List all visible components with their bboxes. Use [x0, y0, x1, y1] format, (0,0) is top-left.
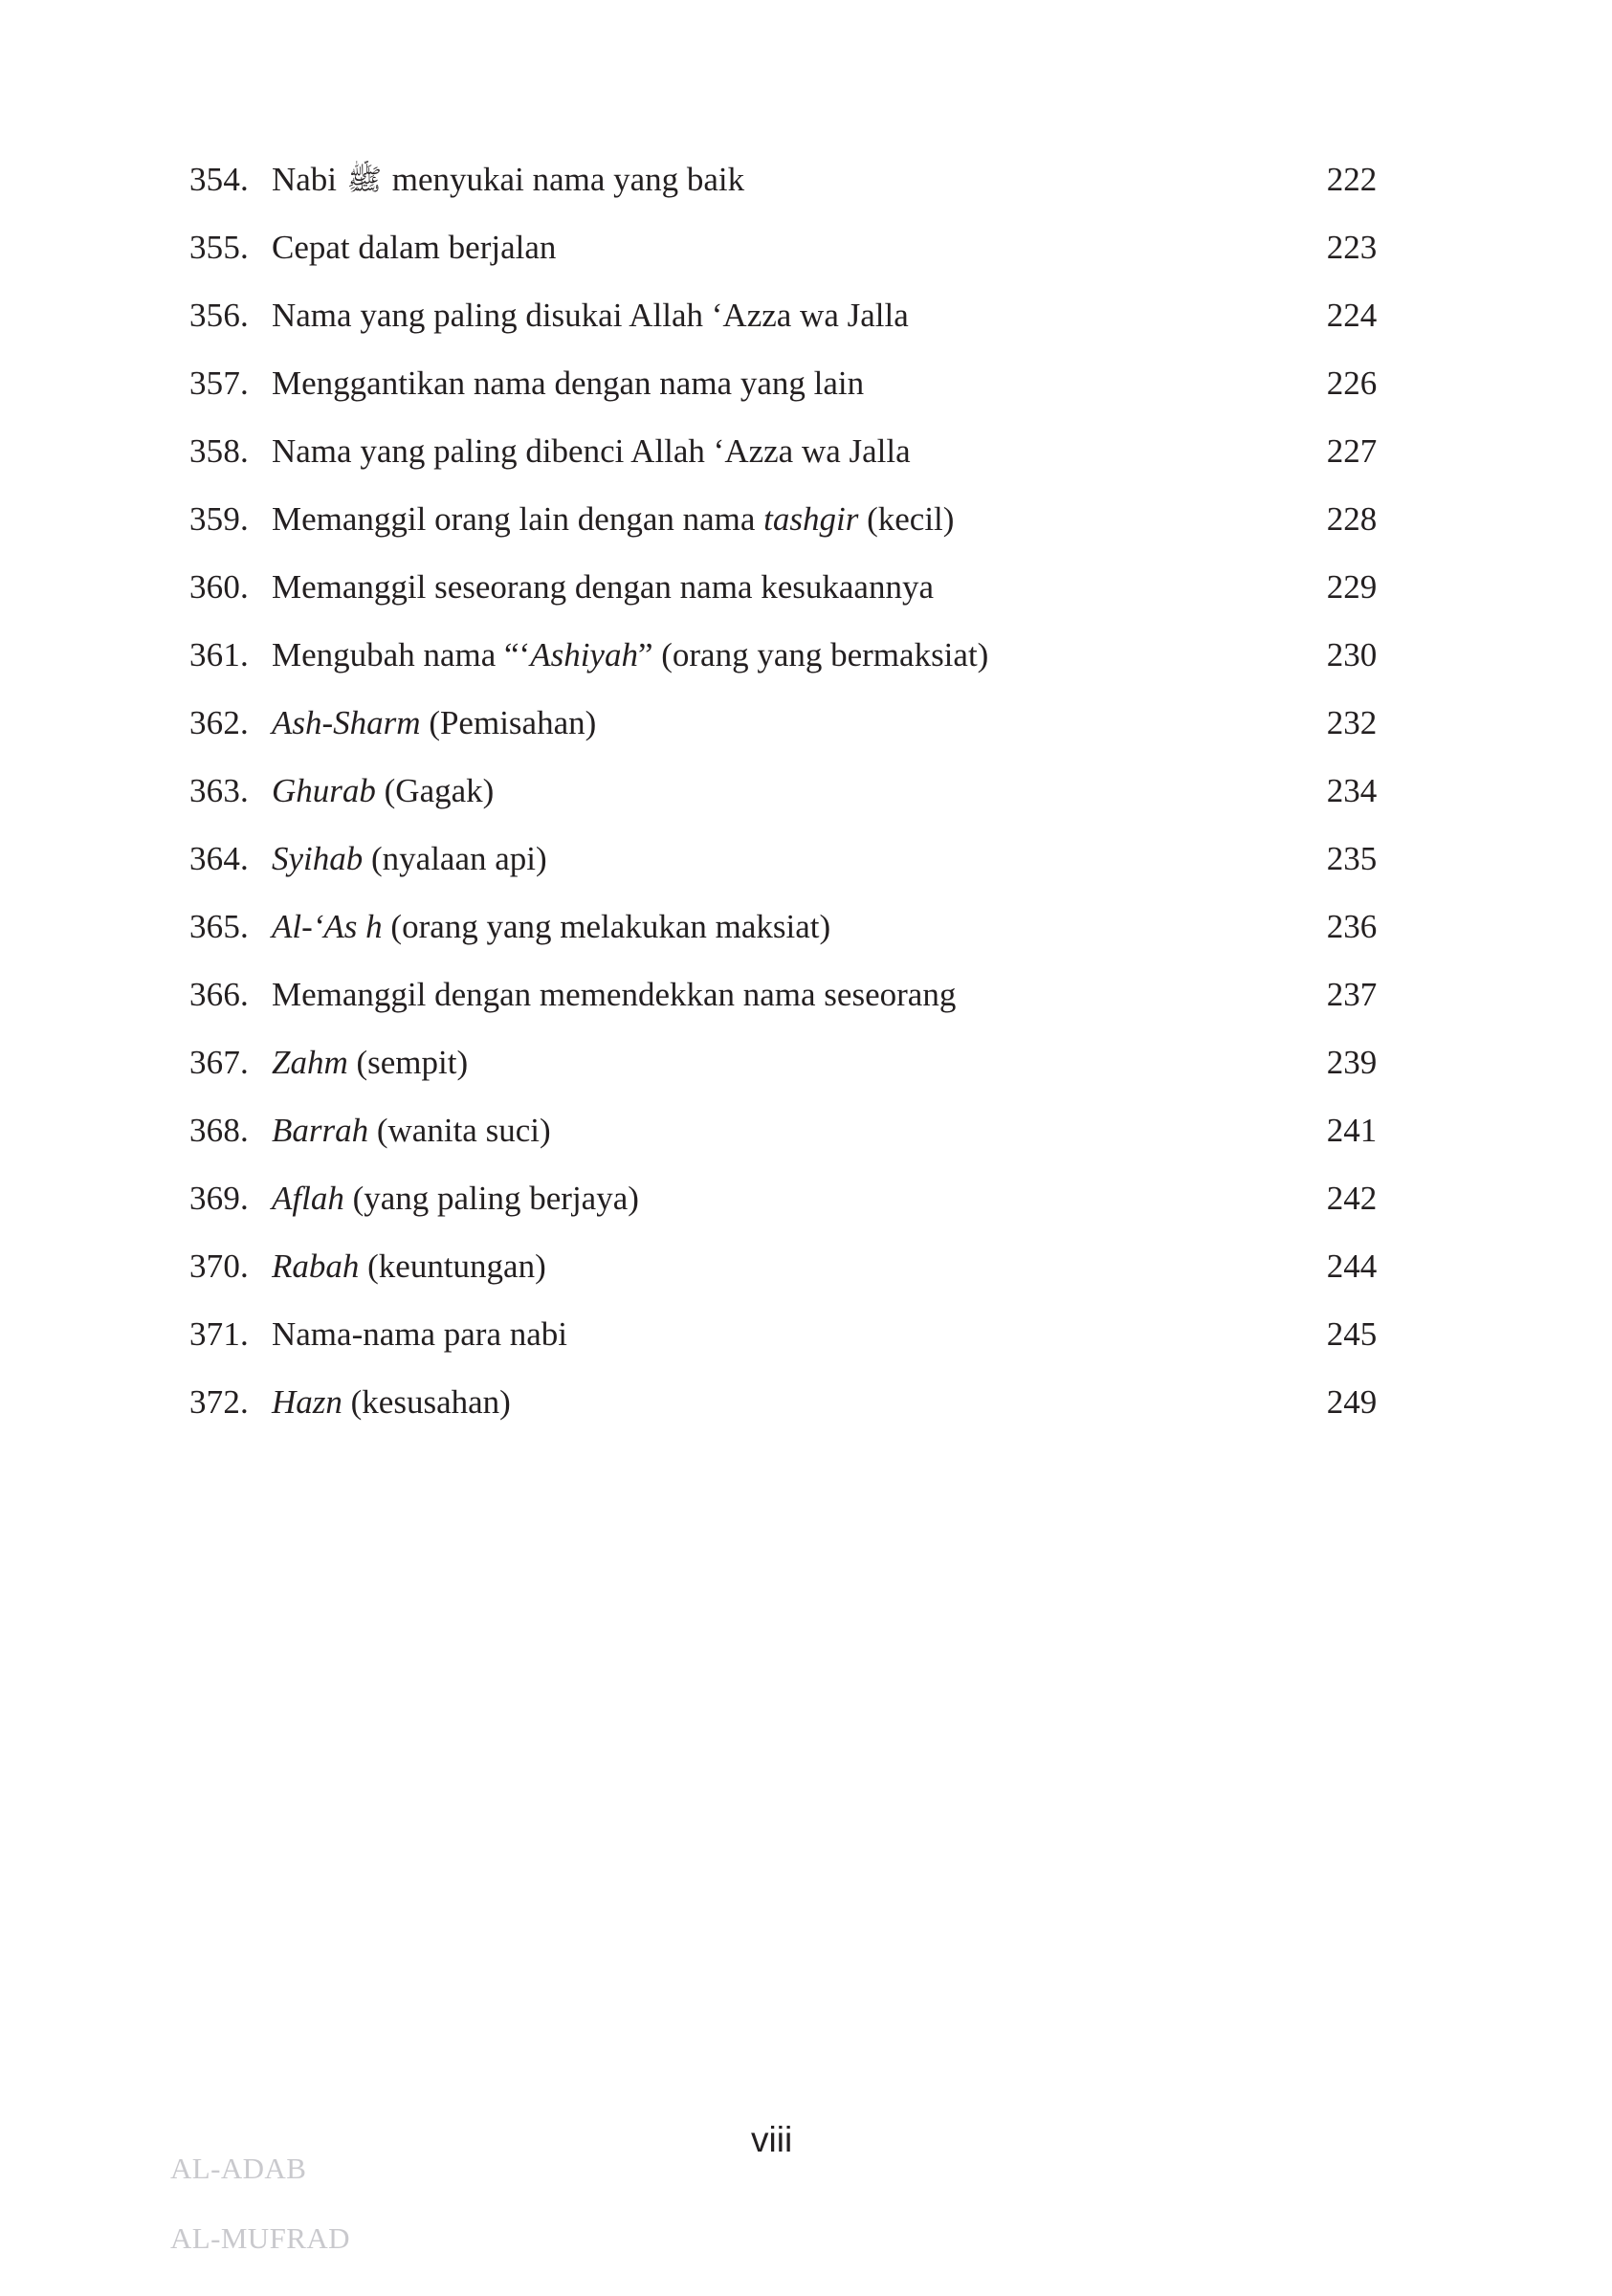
- toc-title-term: Hazn: [272, 1383, 342, 1421]
- toc-title-gloss: (yang paling berjaya): [343, 1180, 639, 1217]
- toc-entry-number: 365.: [188, 908, 249, 945]
- toc-entry-page[interactable]: 234: [1326, 772, 1378, 809]
- toc-title-text: Nama yang paling dibenci Allah ‘Azza wa Jalla: [272, 432, 911, 470]
- toc-title-gloss: ” (orang yang bermaksiat): [637, 636, 989, 673]
- toc-entry-title: [249, 772, 1280, 810]
- toc-title-term: Ash-Sharm: [272, 704, 421, 741]
- toc-title-term: Syihab: [272, 840, 364, 877]
- toc-entry-number: 354.: [188, 161, 249, 198]
- toc-entry-page[interactable]: 223: [1326, 229, 1378, 266]
- toc-entry-number: 370.: [188, 1247, 249, 1285]
- toc-title-text: Nama-nama para nabi: [272, 1315, 568, 1353]
- toc-entry[interactable]: [161, 1180, 1424, 1247]
- toc-title-text: Mengubah nama “‘: [272, 636, 531, 673]
- toc-entry[interactable]: [161, 161, 1424, 229]
- toc-title-term: Aflah: [272, 1180, 344, 1217]
- toc-title-gloss: (Pemisahan): [420, 704, 597, 741]
- toc-entry[interactable]: [161, 908, 1424, 976]
- toc-title-text: Nama yang paling disukai Allah ‘Azza wa Jalla: [272, 297, 909, 334]
- toc-title-gloss: (kecil): [858, 500, 955, 538]
- toc-entry[interactable]: [161, 1383, 1424, 1451]
- toc-entry[interactable]: [161, 229, 1424, 297]
- toc-title-term: Ghurab: [272, 772, 376, 809]
- toc-title-gloss: (sempit): [347, 1044, 469, 1081]
- toc-entry-page[interactable]: 236: [1326, 908, 1378, 945]
- toc-entry-title: [249, 297, 1280, 335]
- watermark-line-1: AL-ADAB: [170, 2151, 307, 2185]
- toc-entry-title: [249, 1315, 1280, 1354]
- toc-entry[interactable]: [161, 772, 1424, 840]
- toc-entry-title: [249, 1383, 1280, 1422]
- table-of-contents: [161, 161, 1424, 1451]
- watermark-line-2: AL-MUFRAD: [170, 2220, 350, 2255]
- salutation-glyph-icon: ﷺ: [346, 165, 383, 196]
- toc-entry-page[interactable]: 239: [1326, 1044, 1378, 1081]
- toc-entry-page[interactable]: 241: [1326, 1112, 1378, 1149]
- toc-entry-title: [249, 976, 1280, 1014]
- toc-entry-page[interactable]: 222: [1326, 161, 1378, 198]
- page-number: viii: [751, 2120, 793, 2159]
- toc-entry[interactable]: [161, 297, 1424, 364]
- toc-entry[interactable]: [161, 1315, 1424, 1383]
- toc-entry-page[interactable]: 227: [1326, 432, 1378, 470]
- toc-entry[interactable]: [161, 1044, 1424, 1112]
- toc-entry-number: 366.: [188, 976, 249, 1013]
- toc-title-text: Memanggil orang lain dengan nama: [272, 500, 764, 538]
- toc-entry[interactable]: [161, 432, 1424, 500]
- toc-entry[interactable]: [161, 364, 1424, 432]
- toc-entry[interactable]: [161, 1247, 1424, 1315]
- toc-title-gloss: (keuntungan): [359, 1247, 546, 1285]
- toc-entry-number: 356.: [188, 297, 249, 334]
- toc-entry-title: [249, 364, 1280, 403]
- toc-entry-title: [249, 908, 1280, 946]
- toc-entry-page[interactable]: 224: [1326, 297, 1378, 334]
- toc-entry-title: [249, 636, 1280, 674]
- toc-entry-page[interactable]: 229: [1326, 568, 1378, 606]
- toc-title-text: Memanggil dengan memendekkan nama seseorang: [272, 976, 957, 1013]
- toc-title-term: Rabah: [272, 1247, 360, 1285]
- toc-entry-title: [249, 161, 1280, 199]
- toc-entry-number: 360.: [188, 568, 249, 606]
- toc-entry[interactable]: [161, 976, 1424, 1044]
- toc-entry-page[interactable]: 244: [1326, 1247, 1378, 1285]
- toc-entry-title: [249, 568, 1280, 607]
- toc-entry-page[interactable]: 237: [1326, 976, 1378, 1013]
- toc-entry-number: 369.: [188, 1180, 249, 1217]
- toc-entry-number: 357.: [188, 364, 249, 402]
- toc-entry-page[interactable]: 242: [1326, 1180, 1378, 1217]
- toc-title-gloss: (kesusahan): [342, 1383, 511, 1421]
- toc-entry-title: [249, 1180, 1280, 1218]
- toc-title-gloss: (nyalaan api): [363, 840, 547, 877]
- toc-entry-number: 367.: [188, 1044, 249, 1081]
- toc-title-text: Menggantikan nama dengan nama yang lain: [272, 364, 865, 402]
- toc-entry-number: 363.: [188, 772, 249, 809]
- toc-entry-number: 355.: [188, 229, 249, 266]
- toc-title-term: Ashiyah: [530, 636, 638, 673]
- toc-entry-number: 361.: [188, 636, 249, 673]
- toc-entry-page[interactable]: 249: [1326, 1383, 1378, 1421]
- toc-entry-title: [249, 1112, 1280, 1150]
- toc-entry-number: 358.: [188, 432, 249, 470]
- toc-entry-title: [249, 1044, 1280, 1082]
- toc-entry-number: 372.: [188, 1383, 249, 1421]
- toc-entry-title: [249, 500, 1280, 539]
- toc-title-text: Nabi: [272, 161, 345, 198]
- toc-entry-number: 364.: [188, 840, 249, 877]
- toc-title-gloss: (wanita suci): [368, 1112, 551, 1149]
- toc-entry-title: [249, 840, 1280, 878]
- toc-title-gloss: (orang yang melakukan maksiat): [382, 908, 831, 945]
- toc-entry-page[interactable]: 232: [1326, 704, 1378, 741]
- toc-entry-page[interactable]: 235: [1326, 840, 1378, 877]
- toc-entry[interactable]: [161, 636, 1424, 704]
- toc-entry-title: [249, 432, 1280, 471]
- book-title-watermark: [170, 2116, 350, 2291]
- toc-entry-number: 368.: [188, 1112, 249, 1149]
- toc-entry-number: 359.: [188, 500, 249, 538]
- toc-entry[interactable]: [161, 500, 1424, 568]
- toc-entry-number: 362.: [188, 704, 249, 741]
- toc-entry[interactable]: [161, 1112, 1424, 1180]
- toc-entry-page[interactable]: 226: [1326, 364, 1378, 402]
- toc-title-term: Zahm: [272, 1044, 348, 1081]
- toc-title-text: Cepat dalam berjalan: [272, 229, 557, 266]
- toc-entry[interactable]: [161, 568, 1424, 636]
- toc-entry-title: [249, 704, 1280, 742]
- toc-entry-number: 371.: [188, 1315, 249, 1353]
- toc-entry-page[interactable]: 228: [1326, 500, 1378, 538]
- toc-entry-title: [249, 229, 1280, 267]
- toc-entry-page[interactable]: 230: [1326, 636, 1378, 673]
- toc-entry[interactable]: [161, 840, 1424, 908]
- toc-entry[interactable]: [161, 704, 1424, 772]
- toc-title-term: Al-‘As h: [272, 908, 383, 945]
- toc-title-gloss: (Gagak): [375, 772, 495, 809]
- toc-title-term: Barrah: [272, 1112, 369, 1149]
- toc-entry-title: [249, 1247, 1280, 1286]
- toc-title-text: Memanggil seseorang dengan nama kesukaannya: [272, 568, 934, 606]
- toc-entry-page[interactable]: 245: [1326, 1315, 1378, 1353]
- toc-title-text-cont: menyukai nama yang baik: [384, 161, 745, 198]
- page-footer: [0, 2047, 1612, 2296]
- toc-title-term: tashgir: [763, 500, 859, 538]
